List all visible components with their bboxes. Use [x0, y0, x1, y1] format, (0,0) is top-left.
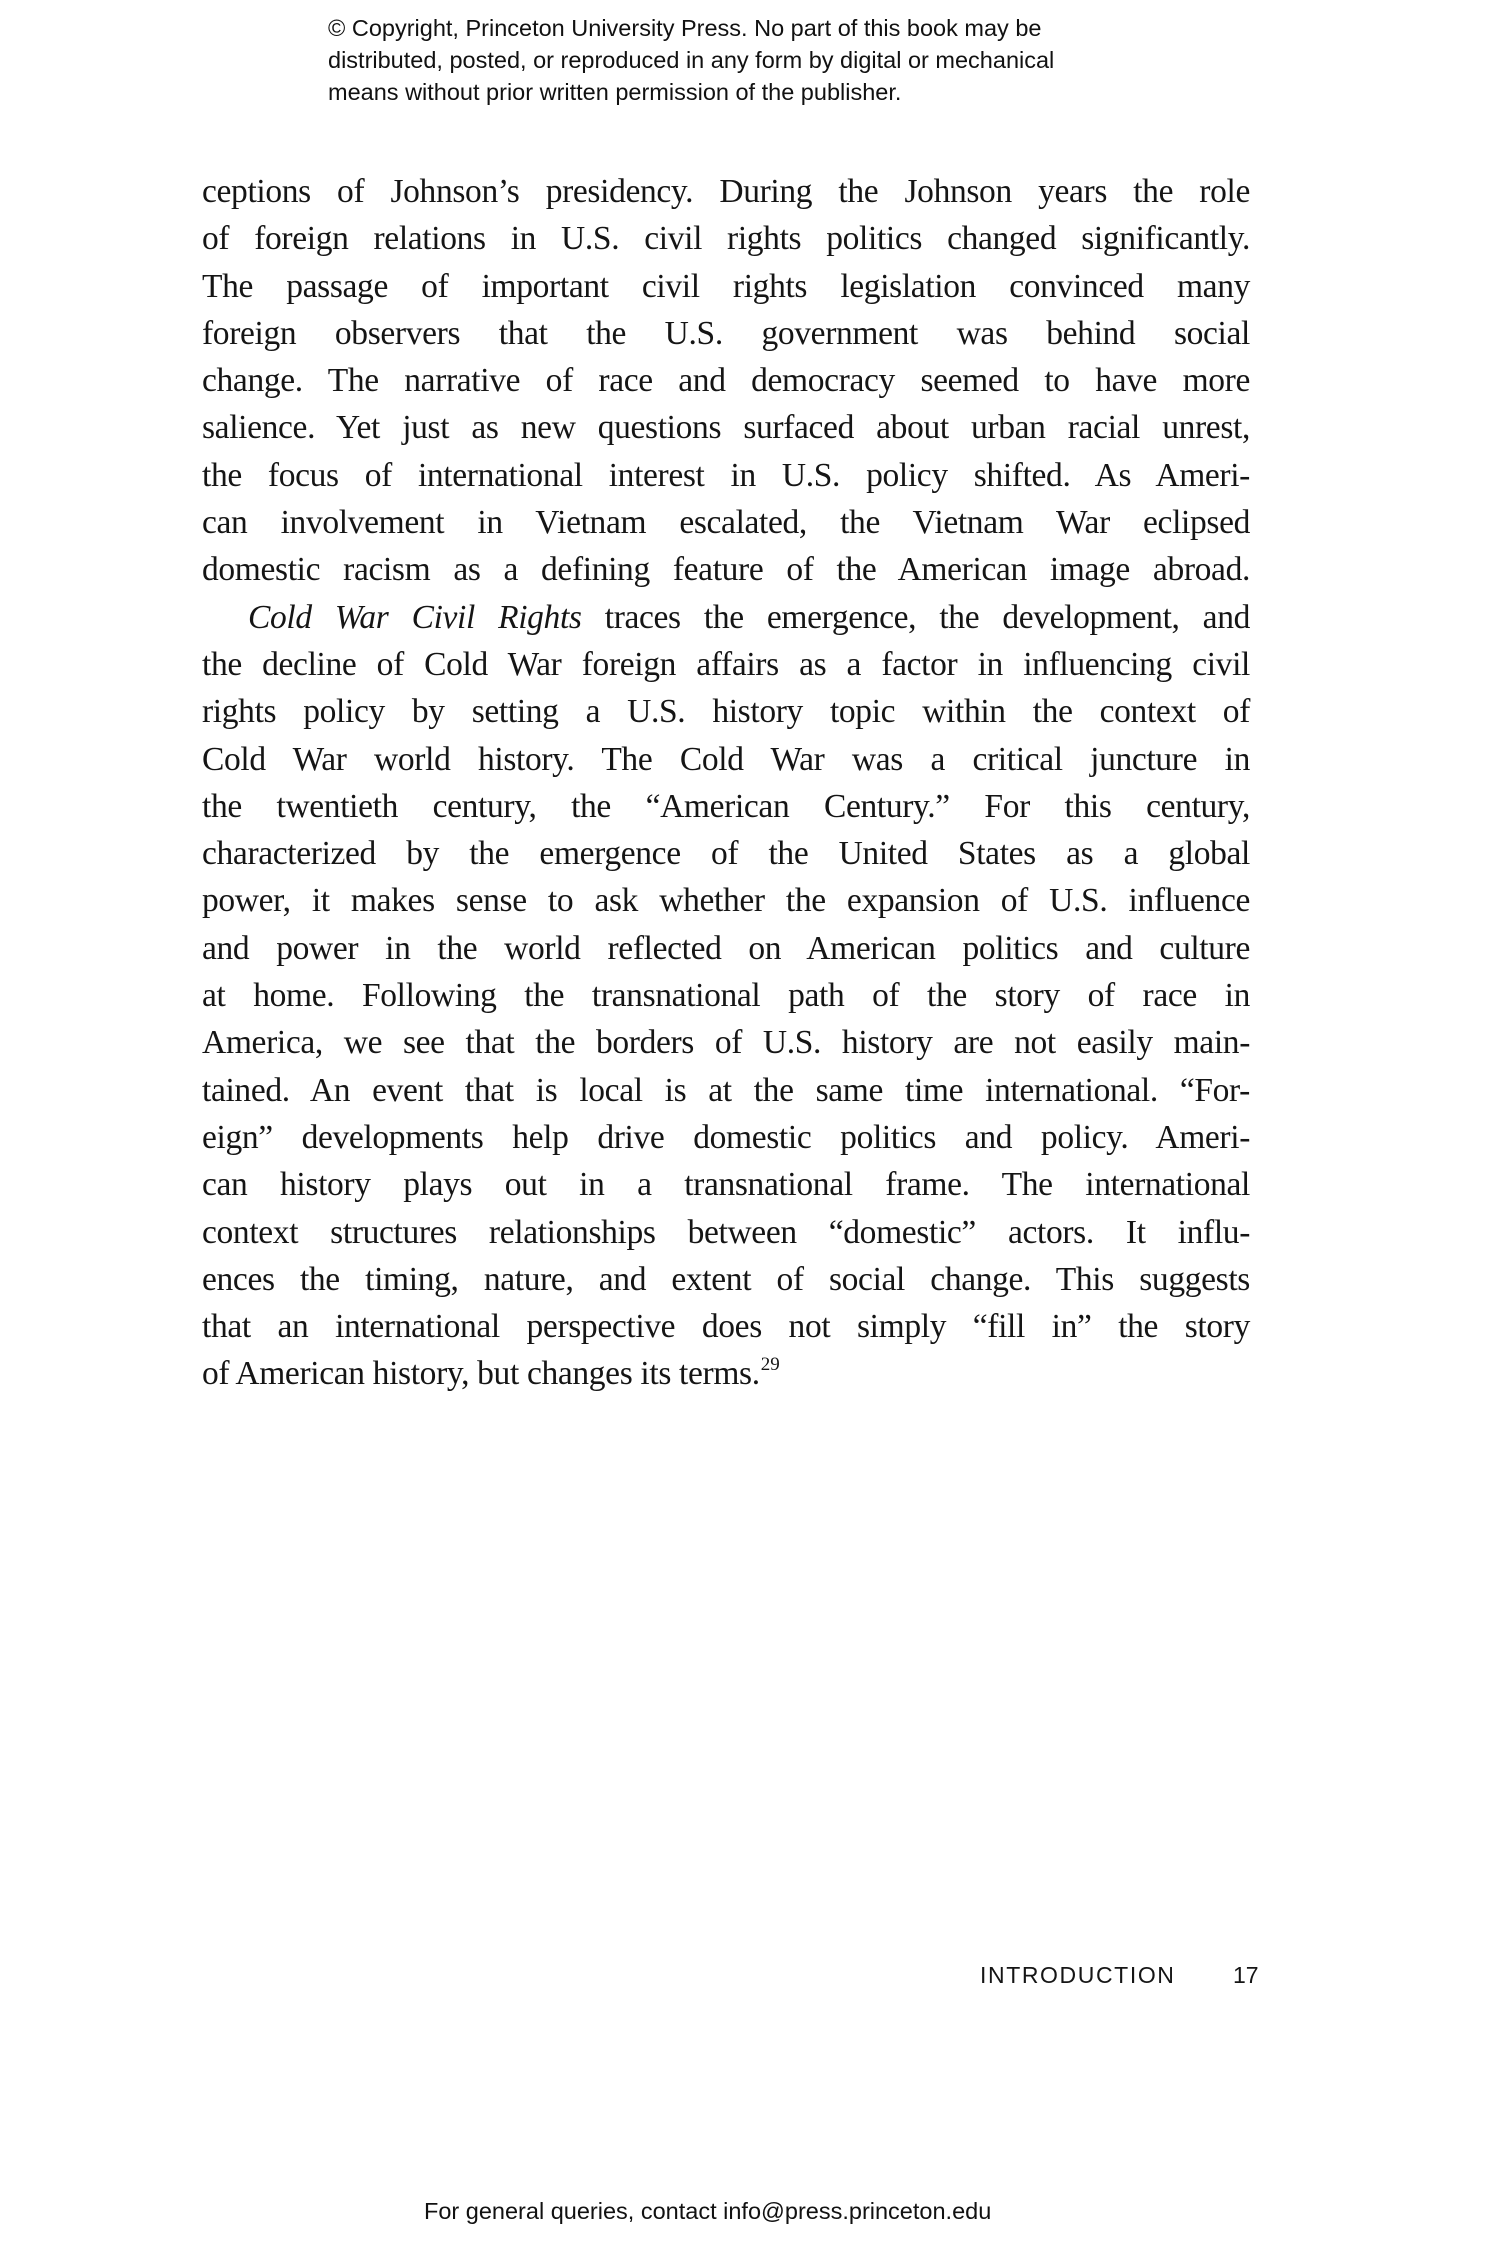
page-body [202, 168, 1250, 1398]
text-line: characterized by the emergence of the United States as a global [202, 835, 1250, 873]
text-line [202, 1350, 1250, 1397]
text-line [202, 594, 1250, 641]
last-line-text: of American history, but changes its terms. [202, 1355, 760, 1393]
text-line: tained. An event that is local is at the same time international. “For- [202, 1071, 1250, 1109]
text-line: eign” developments help drive domestic politics and policy. Ameri- [202, 1118, 1250, 1156]
text-line: ences the timing, nature, and extent of social change. This suggests [202, 1260, 1250, 1298]
text-line: can history plays out in a transnational frame. The international [202, 1166, 1250, 1204]
text-line-rest: traces the emergence, the development, and [581, 598, 1250, 636]
text-line: the focus of international interest in U.S. policy shifted. As Ameri- [202, 456, 1250, 494]
text-line: foreign observers that the U.S. government was behind social [202, 314, 1250, 352]
text-line: that an international perspective does not simply “fill in” the story [202, 1308, 1250, 1346]
contact-footer: For general queries, contact info@press.princeton.edu [424, 2198, 992, 2224]
text-line: the decline of Cold War foreign affairs as a factor in influencing civil [202, 645, 1250, 683]
page-number: 17 [1233, 1962, 1259, 1988]
copyright-notice-line: means without prior written permission of the publisher. [328, 79, 902, 105]
text-line: domestic racism as a defining feature of the American image abroad. [202, 551, 1250, 589]
text-line: and power in the world reflected on American politics and culture [202, 929, 1250, 967]
text-line: context structures relationships between “domestic” actors. It influ- [202, 1213, 1250, 1251]
text-line: America, we see that the borders of U.S. history are not easily main- [202, 1024, 1250, 1062]
paragraph-2 [202, 594, 1250, 1398]
text-line: of foreign relations in U.S. civil rights politics changed significantly. [202, 220, 1250, 258]
running-footer-section: INTRODUCTION [980, 1962, 1176, 1988]
text-line: change. The narrative of race and democracy seemed to have more [202, 362, 1250, 400]
copyright-notice-line: distributed, posted, or reproduced in any form by digital or mechanical [328, 47, 1055, 73]
paragraph-1 [202, 168, 1250, 594]
text-line: can involvement in Vietnam escalated, the Vietnam War eclipsed [202, 504, 1250, 542]
text-line: Cold War world history. The Cold War was a critical juncture in [202, 740, 1250, 778]
copyright-notice [328, 12, 1228, 108]
running-footer [980, 1962, 1259, 1989]
footnote-reference[interactable]: 29 [760, 1354, 780, 1376]
text-line: rights policy by setting a U.S. history topic within the context of [202, 693, 1250, 731]
copyright-notice-line: © Copyright, Princeton University Press. No part of this book may be [328, 15, 1042, 41]
text-line: The passage of important civil rights legislation convinced many [202, 267, 1250, 305]
text-line: salience. Yet just as new questions surfaced about urban racial unrest, [202, 409, 1250, 447]
text-line: the twentieth century, the “American Century.” For this century, [202, 787, 1250, 825]
book-title-italic: Cold War Civil Rights [248, 598, 582, 636]
text-line: power, it makes sense to ask whether the expansion of U.S. influence [202, 882, 1250, 920]
text-line: ceptions of Johnson’s presidency. During the Johnson years the role [202, 173, 1250, 210]
text-line: at home. Following the transnational path of the story of race in [202, 977, 1250, 1015]
